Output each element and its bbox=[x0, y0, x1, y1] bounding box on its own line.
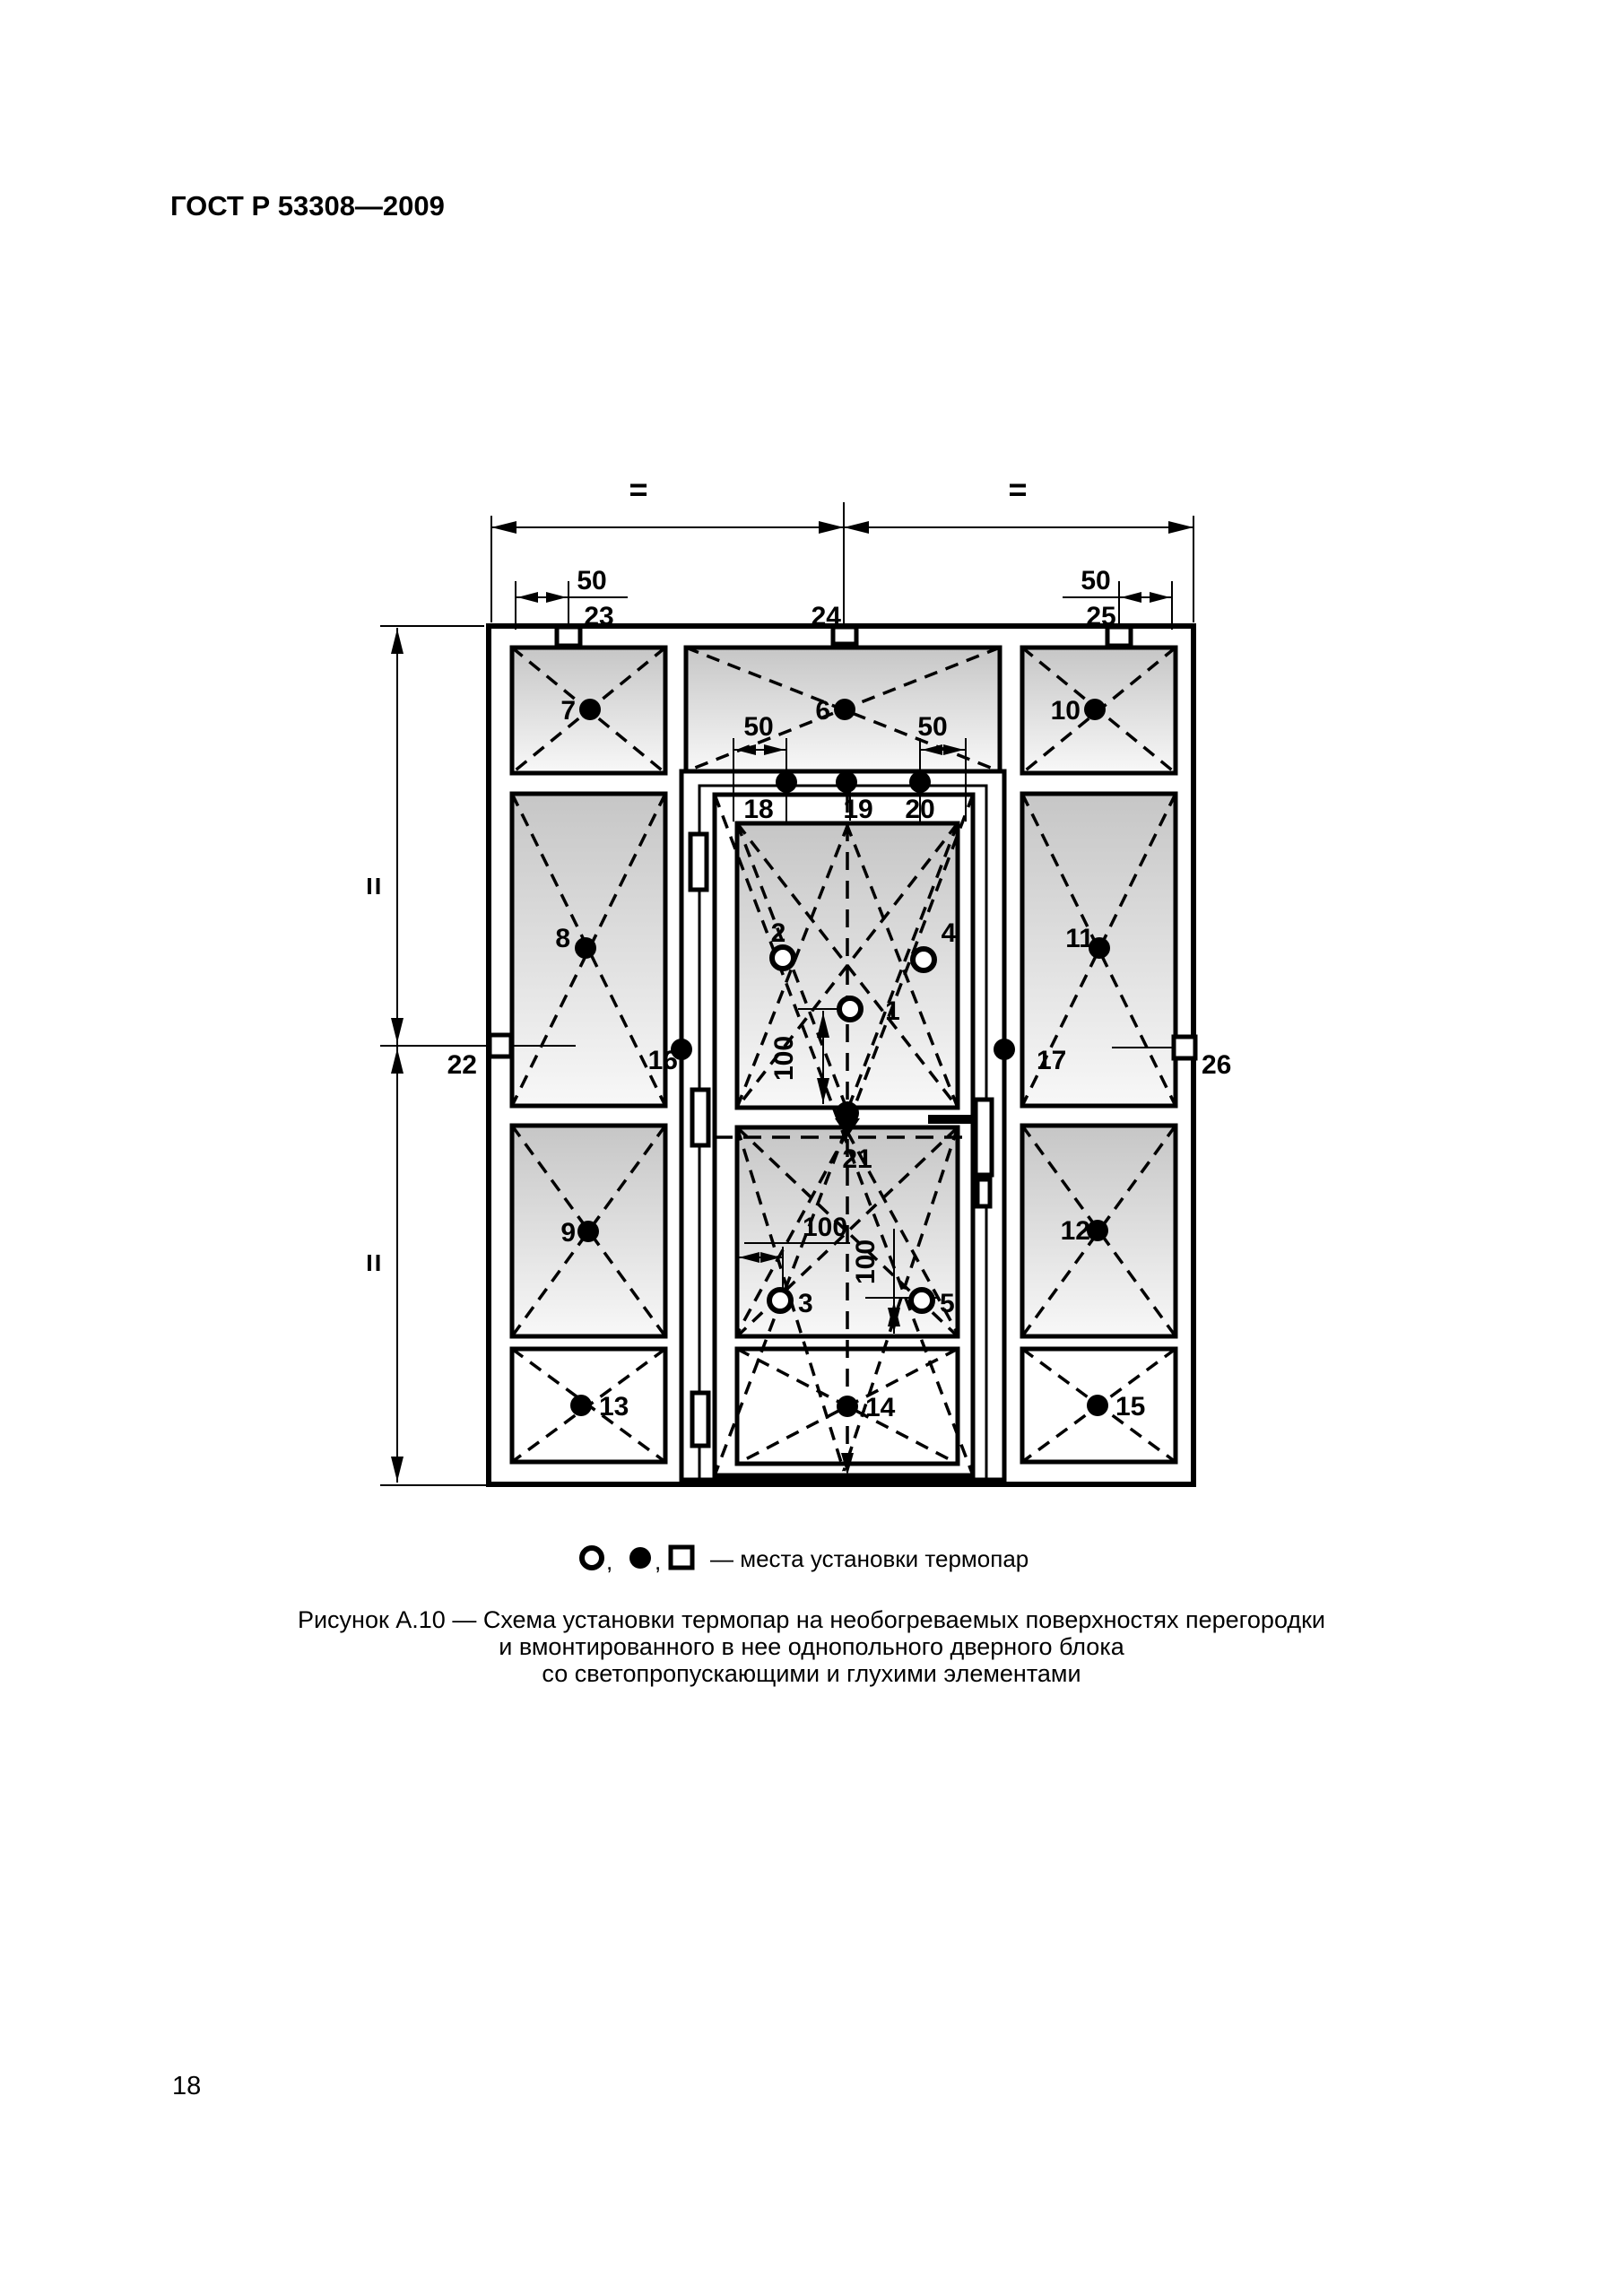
thermocouple-23-square bbox=[557, 627, 580, 646]
label-6: 6 bbox=[815, 696, 830, 726]
figure-caption-line-2: и вмонтированного в нее однопольного дверного блока bbox=[499, 1633, 1124, 1660]
thermocouple-3-circle bbox=[769, 1290, 791, 1311]
label-26: 26 bbox=[1202, 1050, 1232, 1080]
label-3: 3 bbox=[798, 1289, 813, 1318]
dim-50-transom-right-label: 50 bbox=[917, 712, 948, 742]
dim-100-blind-vertical-label: 100 bbox=[851, 1239, 881, 1285]
equal-mark-right: = bbox=[1008, 471, 1028, 508]
label-16: 16 bbox=[647, 1046, 678, 1075]
label-21: 21 bbox=[842, 1144, 872, 1174]
hinge-top bbox=[690, 834, 707, 890]
label-1: 1 bbox=[885, 996, 900, 1026]
thermocouple-7-dot bbox=[579, 699, 601, 720]
dim-50-top-left-label: 50 bbox=[577, 566, 607, 596]
label-19: 19 bbox=[843, 795, 873, 824]
label-25: 25 bbox=[1086, 602, 1116, 631]
label-22: 22 bbox=[447, 1050, 477, 1080]
label-5: 5 bbox=[940, 1289, 955, 1318]
thermocouple-9-dot bbox=[577, 1221, 599, 1242]
thermocouple-1-circle bbox=[839, 998, 861, 1020]
label-11: 11 bbox=[1065, 924, 1094, 953]
thermocouple-26-square bbox=[1174, 1037, 1195, 1058]
thermocouple-10-dot bbox=[1084, 699, 1106, 720]
thermocouple-22-square bbox=[490, 1035, 511, 1057]
label-7: 7 bbox=[560, 696, 576, 726]
label-23: 23 bbox=[584, 602, 614, 631]
thermocouple-2-circle bbox=[772, 947, 794, 969]
thermocouple-15-dot bbox=[1087, 1395, 1108, 1416]
label-12: 12 bbox=[1060, 1216, 1090, 1246]
legend-comma-1: , bbox=[606, 1548, 613, 1575]
thermocouple-8-dot bbox=[575, 937, 596, 959]
lock-strike bbox=[977, 1179, 990, 1206]
label-10: 10 bbox=[1050, 696, 1081, 726]
legend-comma-2: , bbox=[655, 1548, 662, 1575]
label-15: 15 bbox=[1115, 1392, 1146, 1422]
dim-100-blind-horizontal-label: 100 bbox=[802, 1213, 848, 1242]
dim-50-top-right-label: 50 bbox=[1081, 566, 1111, 596]
thermocouple-6-dot bbox=[834, 699, 855, 720]
label-13: 13 bbox=[599, 1392, 629, 1422]
thermocouple-17-dot bbox=[994, 1039, 1015, 1060]
thermocouple-19-dot bbox=[836, 771, 857, 793]
label-4: 4 bbox=[941, 918, 957, 948]
hinge-bottom bbox=[692, 1393, 708, 1446]
legend-square-icon bbox=[671, 1547, 692, 1568]
dim-50-transom-left-label: 50 bbox=[743, 712, 774, 742]
label-8: 8 bbox=[555, 924, 570, 953]
figure-caption-line-1: Рисунок А.10 — Схема установки термопар на необогреваемых поверхностях перегородки bbox=[297, 1606, 1326, 1633]
dim-50-top-right bbox=[1063, 566, 1172, 630]
legend-text: — места установки термопар bbox=[710, 1545, 1029, 1572]
lock-escutcheon bbox=[976, 1100, 992, 1175]
page-number: 18 bbox=[172, 2072, 202, 2100]
thermocouple-20-dot bbox=[909, 771, 931, 793]
label-20: 20 bbox=[905, 795, 935, 824]
thermocouple-14-dot bbox=[837, 1396, 858, 1417]
label-24: 24 bbox=[811, 602, 841, 631]
equal-mark-lower-half: = bbox=[356, 1253, 393, 1273]
equal-mark-left: = bbox=[629, 471, 648, 508]
dim-100-glazing-label: 100 bbox=[769, 1035, 799, 1082]
label-17: 17 bbox=[1037, 1046, 1067, 1075]
thermocouple-13-dot bbox=[570, 1395, 592, 1416]
hinge-middle bbox=[692, 1090, 708, 1145]
thermocouple-5-circle bbox=[911, 1290, 933, 1311]
label-14: 14 bbox=[865, 1393, 896, 1422]
door-handle bbox=[928, 1115, 976, 1124]
legend-open-circle-icon bbox=[582, 1548, 602, 1568]
label-2: 2 bbox=[770, 918, 786, 948]
legend-filled-circle-icon bbox=[629, 1547, 651, 1569]
document-header: ГОСТ Р 53308—2009 bbox=[170, 190, 445, 222]
label-18: 18 bbox=[743, 795, 774, 824]
legend bbox=[582, 1545, 1028, 1575]
thermocouple-18-dot bbox=[776, 771, 797, 793]
figure-caption-line-3: со светопропускающими и глухими элементами bbox=[542, 1660, 1081, 1687]
label-9: 9 bbox=[560, 1218, 576, 1248]
equal-mark-upper-half: = bbox=[356, 876, 393, 896]
thermocouple-4-circle bbox=[913, 949, 934, 970]
